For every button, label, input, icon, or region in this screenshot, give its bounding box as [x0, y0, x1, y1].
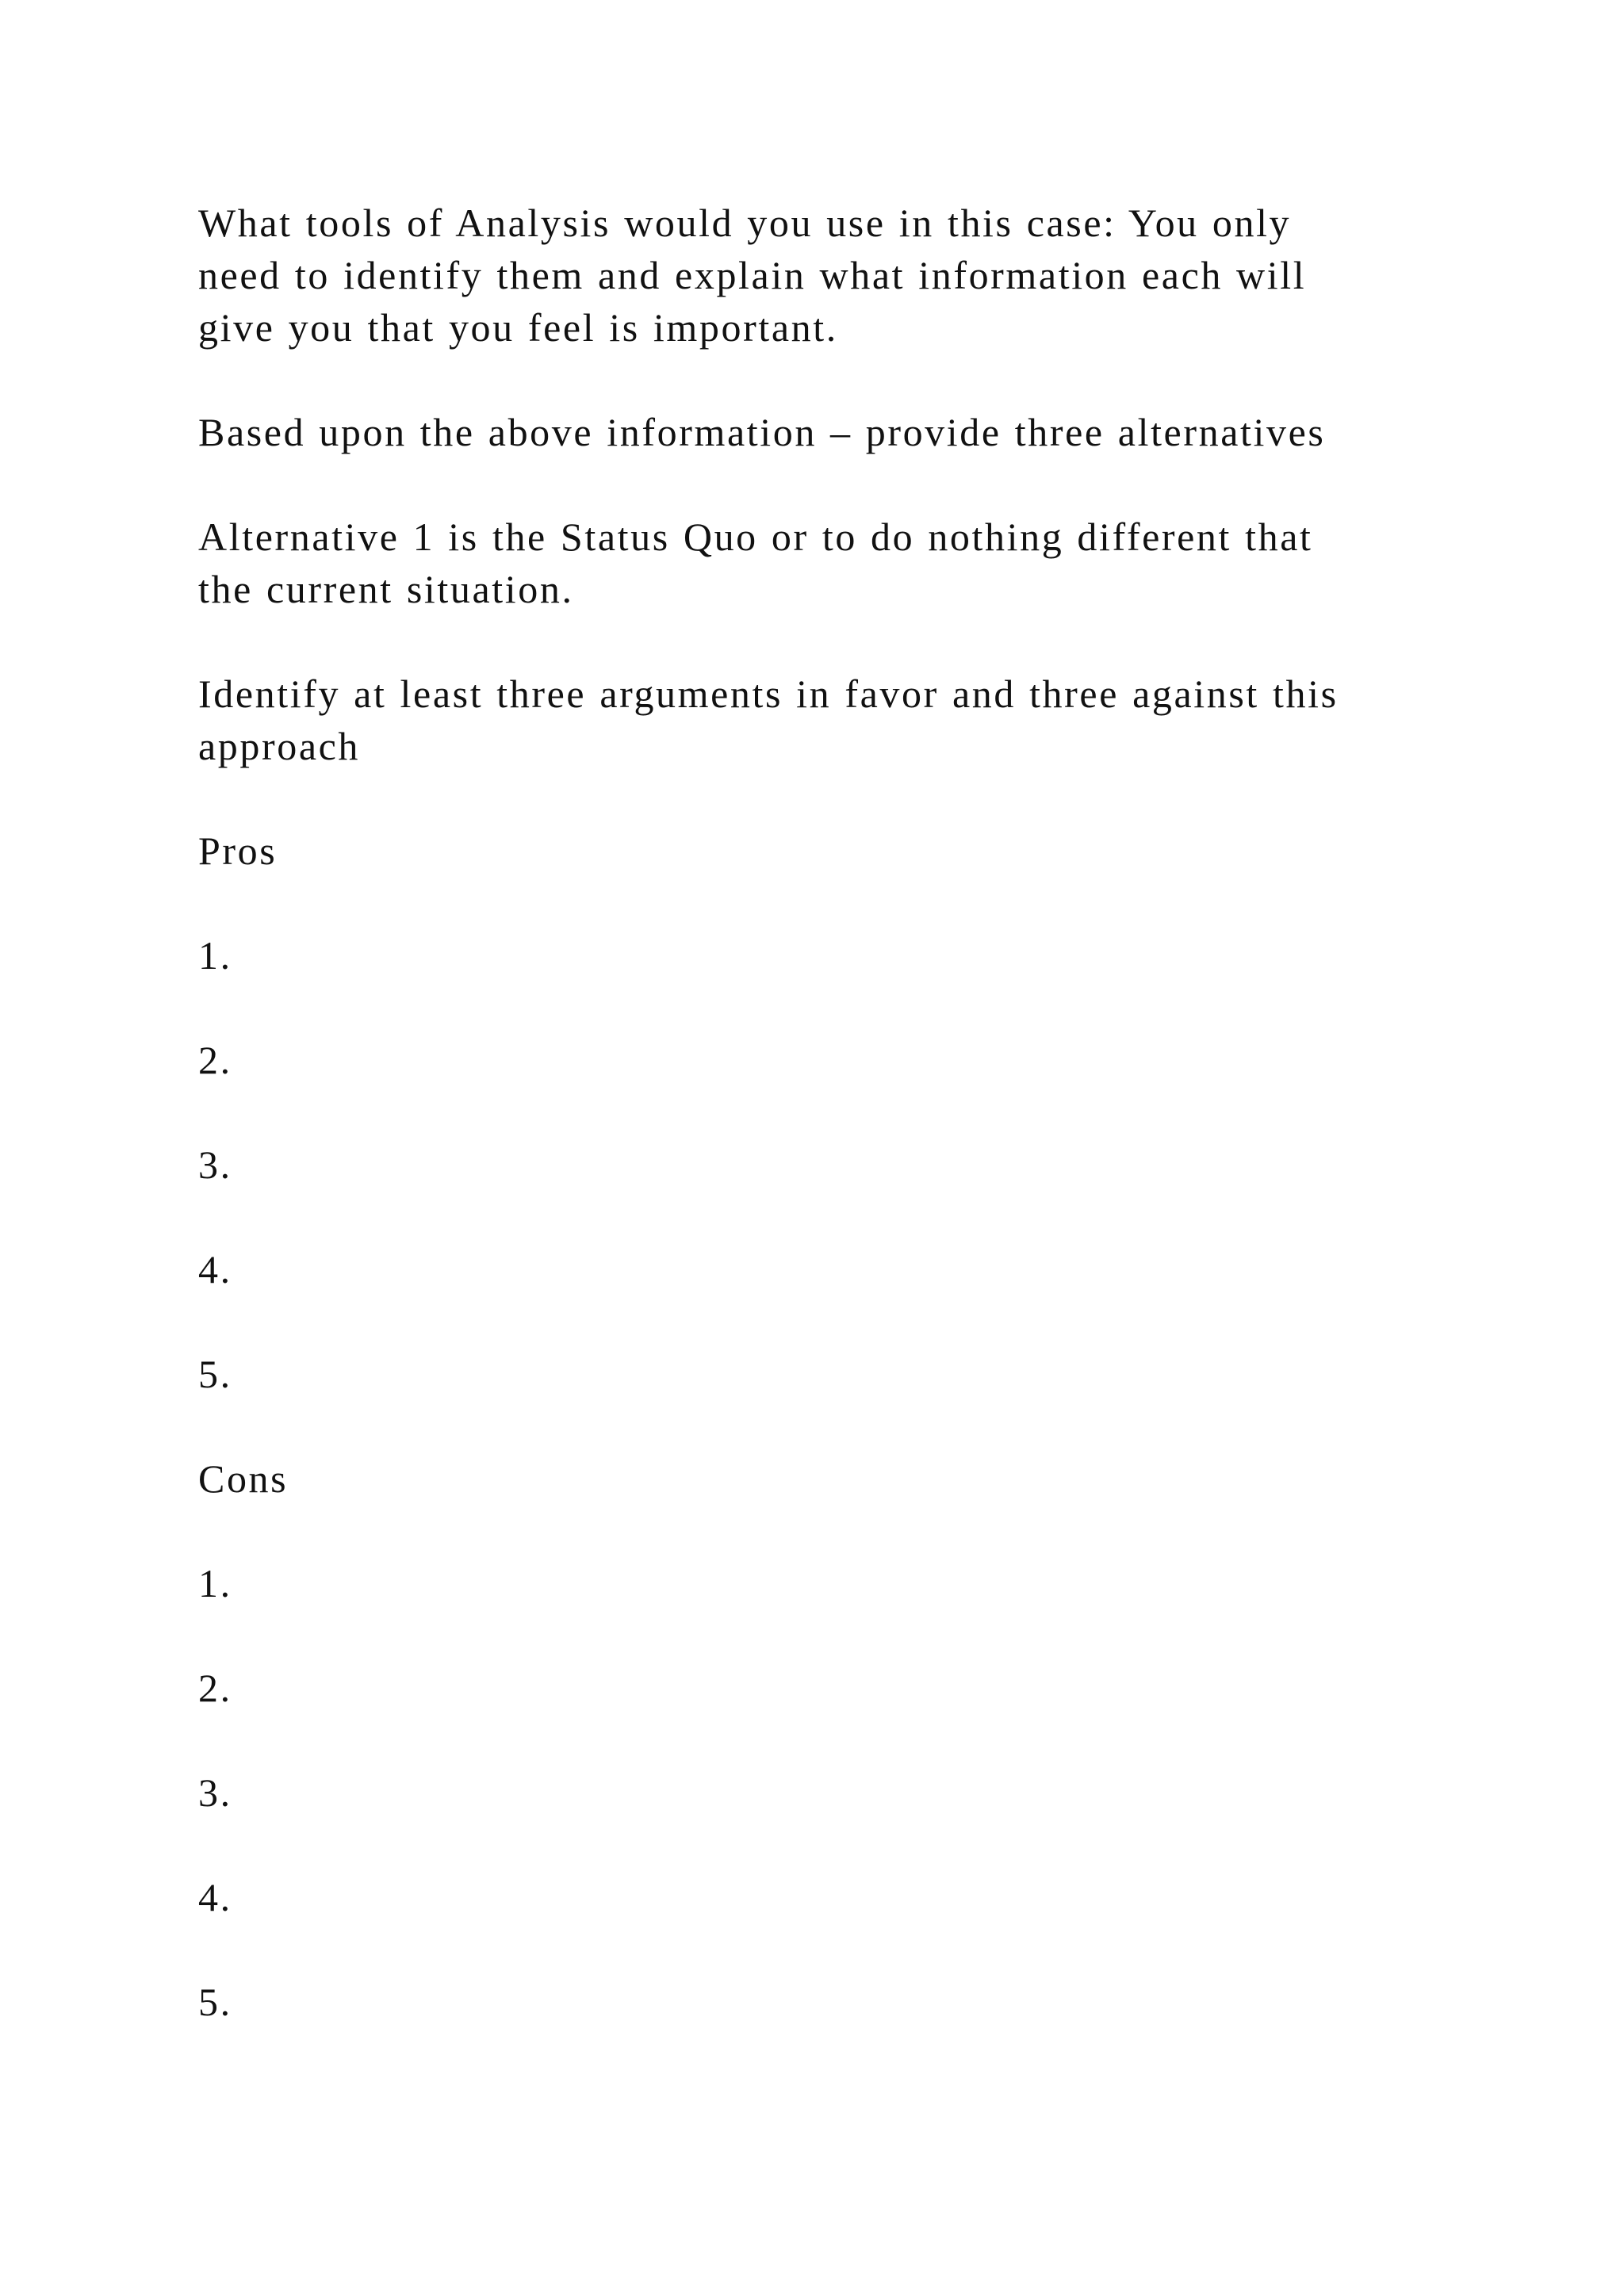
question-text-line-3: give you that you feel is important.	[198, 305, 838, 350]
pros-list-item: 5.	[198, 1352, 232, 1396]
cons-list-item: 2.	[198, 1666, 232, 1710]
pros-list-item: 1.	[198, 933, 232, 978]
cons-list-item: 3.	[198, 1770, 232, 1815]
pros-list-item: 4.	[198, 1247, 232, 1292]
question-text-line-2: need to identify them and explain what information each will	[198, 253, 1307, 297]
pros-list-item: 2.	[198, 1038, 232, 1082]
cons-heading: Cons	[198, 1456, 289, 1501]
question-text-line-1: What tools of Analysis would you use in this case: You only	[198, 201, 1292, 245]
arguments-instruction-line-2: approach	[198, 724, 361, 768]
cons-list-item: 5.	[198, 1980, 232, 2024]
pros-list-item: 3.	[198, 1142, 232, 1187]
cons-list-item: 4.	[198, 1875, 232, 1919]
cons-list-item: 1.	[198, 1561, 232, 1605]
alternative-1-line-2: the current situation.	[198, 567, 574, 611]
alternative-1-line-1: Alternative 1 is the Status Quo or to do nothing different that	[198, 515, 1313, 559]
alternatives-instruction: Based upon the above information – provide three alternatives	[198, 410, 1326, 454]
pros-heading: Pros	[198, 828, 278, 873]
arguments-instruction-line-1: Identify at least three arguments in favor and three against this	[198, 672, 1339, 716]
